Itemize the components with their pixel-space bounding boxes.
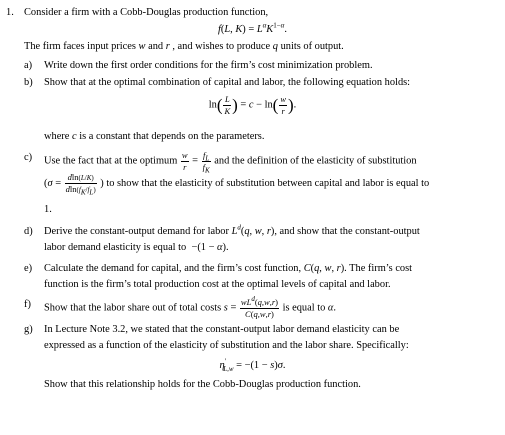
part-f-label: f) (24, 299, 31, 310)
part-a-label: a) (24, 60, 33, 71)
part-b-text: Show that at the optimal combination of capital and labor, the following equation holds: (44, 77, 411, 88)
part-a-text: Write down the first order conditions for the firm’s cost minimization problem. (44, 60, 373, 71)
part-e-label: e) (24, 263, 33, 274)
part-c-label: c) (24, 152, 33, 163)
part-g-equation: $\eta'_{L,w} = -(1 - s)\sigma$. (219, 357, 286, 374)
production-function-equation: f(L, $K) = L^\alpha K^{1-\alpha}$. (218, 21, 287, 35)
part-c-line2-end: ) to show that the elasticity of substitution between capital and labor is equal to (100, 177, 430, 189)
part-g-label: g) (24, 324, 33, 335)
part-b-label: b) (24, 77, 33, 88)
part-d-label: d) (24, 226, 33, 237)
question-number: 1. (6, 7, 14, 18)
problem-page: 1. Consider a firm with a Cobb-Douglas production function, f(L, $K) = L^\alpha K^{1-\alpha}$. The firm faces input prices w and r , and wishes to produce q units of output. a) Write down the first order conditions for the firm’s cost minimization problem. b) Show that at the optimal combination of capital and labor, the following equation holds: ln( $\frac{L}{K}$ ) = c − ln( $\frac{w}{r}$ ). where c is a constant that depends on the parameters. c) Use the fact that at the optimum $\frac{w}{r}$ = $\frac{f_L}{f_K}$ and the definition of the elasticity of substitution (σ = $\frac{dln(L/K)}{dln(f_K/f_L)}$ ) to show that the elasticity of substitution between capital and labor is equal to 1. d) Derive the constant-output demand for labor $L^d(q$, w, r), and show that the constant-output labor demand elasticity is equal to −(1 − α). e) Calculate the demand for capital, and the firm’s cost function, C(q, w, r). The firm’s cost function is the firm’s total production cost at the optimal levels of capital and labor. f) Show that the labor share out of total costs s = $\frac{wL^d(q,w,r)}{C(q,w,r)}$ is equal to α. g) In Lecture Note 3.2, we stated that the constant-output labor demand elasticity can be expressed as a function of the elasticity of substitution and the labor share. Specifically: $\eta'_{L,w} = -(1 - s)\sigma$. Show that this relationship holds for the Cobb-Douglas production function. (0, 0, 505, 435)
part-b-equation: ln( $\frac{L}{K}$ ) = c − ln( $\frac{w}{r}$ ). (208, 94, 297, 116)
question-intro: Consider a firm with a Cobb-Douglas production function, (24, 7, 269, 18)
part-g-text: In Lecture Note 3.2, we stated that the constant-output labor demand elasticity can be (44, 324, 400, 335)
